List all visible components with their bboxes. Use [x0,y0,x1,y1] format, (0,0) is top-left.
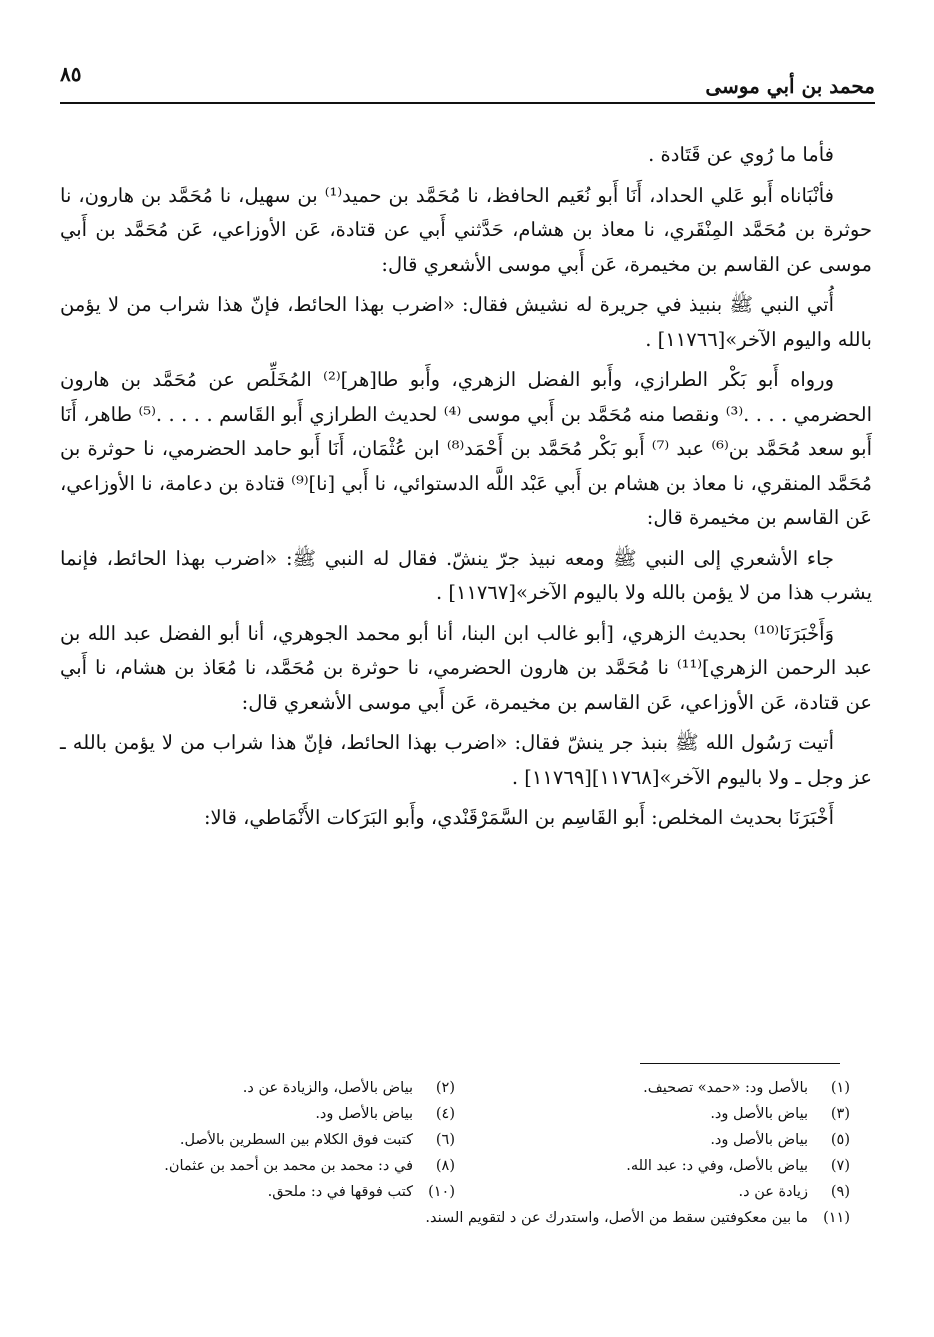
footnote-number: (٩) [830,1184,850,1200]
main-text [60,138,872,842]
footnote-number: (١٠) [428,1184,455,1200]
footnote-number: (٧) [830,1158,850,1174]
footnote-2 [60,1075,455,1101]
footnote-10 [60,1179,455,1205]
footnote-text: ما بين معكوفتين سقط من الأصل، واستدرك عن د لتقويم السند. [425,1210,808,1226]
footnote-5 [455,1127,850,1153]
footnote-1 [455,1075,850,1101]
footnote-number: (٤) [435,1106,455,1122]
footnote-9 [455,1179,850,1205]
footnote-text: بياض بالأصل ود. [710,1106,808,1122]
header-rule [60,102,875,104]
footnote-text: كتب فوقها في د: ملحق. [267,1184,413,1200]
footnote-11 [60,1205,850,1231]
footnote-7 [455,1153,850,1179]
footnote-number: (٦) [435,1132,455,1148]
footnote-number: (١١) [823,1210,850,1226]
paragraph-7-hadith: أتيت رَسُول الله ﷺ بنبذ جر ينشّ فقال: «اضرب بهذا الحائط، فإنّ هذا شراب من لا يؤمن بالله ـ عز وجل ـ ولا باليوم الآخر»[١١٧٦٨][١١٧٦٩] . [60,731,872,789]
page-header [60,60,875,100]
footnote-text: زيادة عن د. [738,1184,808,1200]
footnote-number: (٣) [830,1106,850,1122]
footnote-3 [455,1101,850,1127]
page-number: ٨٥ [60,62,82,86]
running-title: محمد بن أبي موسى [705,74,875,98]
footnote-number: (٢) [435,1080,455,1096]
footnote-column-right [455,1075,850,1205]
footnote-6 [60,1127,455,1153]
paragraph-4: ورواه أَبو بَكْر الطرازي، وأَبو الفضل الزهري، وأَبو طا[هر]⁽²⁾ المُخَلِّص عن مُحَمَّد بن هارون الحضرمي . . . .⁽³⁾ ونقصا منه مُحَمَّد بن أَبي موسى ⁽⁴⁾ لحديث الطرازي أَبو القَاسم . . . . .⁽⁵⁾ طاهر، أَنَا أَبو سعد مُحَمَّد بن⁽⁶⁾ عبد ⁽⁷⁾ أَبو بَكْر مُحَمَّد بن أَحْمَد⁽⁸⁾ ابن عُثْمَان، أَنَا أَبو حامد الحضرمي، نا حوثرة بن مُحَمَّد المنقري، نا معاذ بن هشام بن أَبي عَبْد اللَّه الدستوائي، نا أَبي [نا]⁽⁹⁾ قتادة بن دعامة، نا الأوزاعي، عَن القاسم بن مخيمرة قال: [60,368,872,529]
paragraph-1: فأما ما رُوي عن قَتَادة . [648,143,834,166]
paragraph-8: أَخْبَرَنَا بحديث المخلص: أَبو القَاسِم بن السَّمَرْقَنْدي، وأَبو البَرَكات الأَنْمَاطي، قالا: [203,806,834,829]
footnote-4 [60,1101,455,1127]
paragraph-6: وَأَخْبَرَنَا⁽¹⁰⁾ بحديث الزهري، [أبو غالب ابن البنا، أنا أبو محمد الجوهري، أنا أبو الفضل عبد الله بن عبد الرحمن الزهري]⁽¹¹⁾ نا مُحَمَّد بن هارون الحضرمي، نا حوثرة بن مُحَمَّد، نا مُعَاذ بن هشام، نا أَبي عن قتادة، عَن الأوزاعي، عَن القاسم بن مخيمرة، عَن أَبي موسى الأشعري قال: [60,621,873,714]
footnote-8 [60,1153,455,1179]
footnote-number: (١) [830,1080,850,1096]
footnote-column-left [60,1075,455,1205]
footnote-rule [640,1063,840,1064]
footnote-number: (٥) [830,1132,850,1148]
footnote-text: بياض بالأصل، وفي د: عبد الله. [626,1158,808,1174]
footnote-text: بياض بالأصل، والزيادة عن د. [242,1080,413,1096]
paragraph-5-hadith: جاء الأشعري إلى النبي ﷺ ومعه نبيذ جرّ ينشّ. فقال له النبي ﷺ: «اضرب بهذا الحائط، فإنما يشرب هذا من لا يؤمن بالله ولا باليوم الآخر»[١١٧٦٧] . [60,546,872,604]
footnote-columns [60,1075,850,1205]
footnote-text: بالأصل ود: «حمد» تصحيف. [643,1080,808,1096]
footnote-text: بياض بالأصل ود. [710,1132,808,1148]
footnote-text: كتبت فوق الكلام بين السطرين بالأصل. [179,1132,413,1148]
paragraph-3-hadith: أُتي النبي ﷺ بنبيذ في جريرة له نشيش فقال: «اضرب بهذا الحائط، فإنّ هذا شراب من لا يؤمن بالله واليوم الآخر»[١١٧٦٦] . [60,293,872,351]
paragraph-2: فأنْبَاناه أَبو عَلي الحداد، أَنَا أَبو نُعَيم الحافظ، نا مُحَمَّد بن حميد⁽¹⁾ بن سهيل، نا مُحَمَّد بن هارون، نا حوثرة بن مُحَمَّد المِنْقَري، نا معاذ بن هشام، حَدَّثني أَبي عن قتادة، عَن الأوزاعي، عَن مُحَمَّد بن أَبي موسى عن القاسم بن مخيمرة، عَن أَبي موسى الأشعري قال: [60,183,872,276]
footnotes [60,1075,850,1231]
footnote-text: بياض بالأصل ود. [315,1106,413,1122]
footnote-text: في د: محمد بن محمد بن أحمد بن عثمان. [164,1158,413,1174]
footnote-number: (٨) [435,1158,455,1174]
